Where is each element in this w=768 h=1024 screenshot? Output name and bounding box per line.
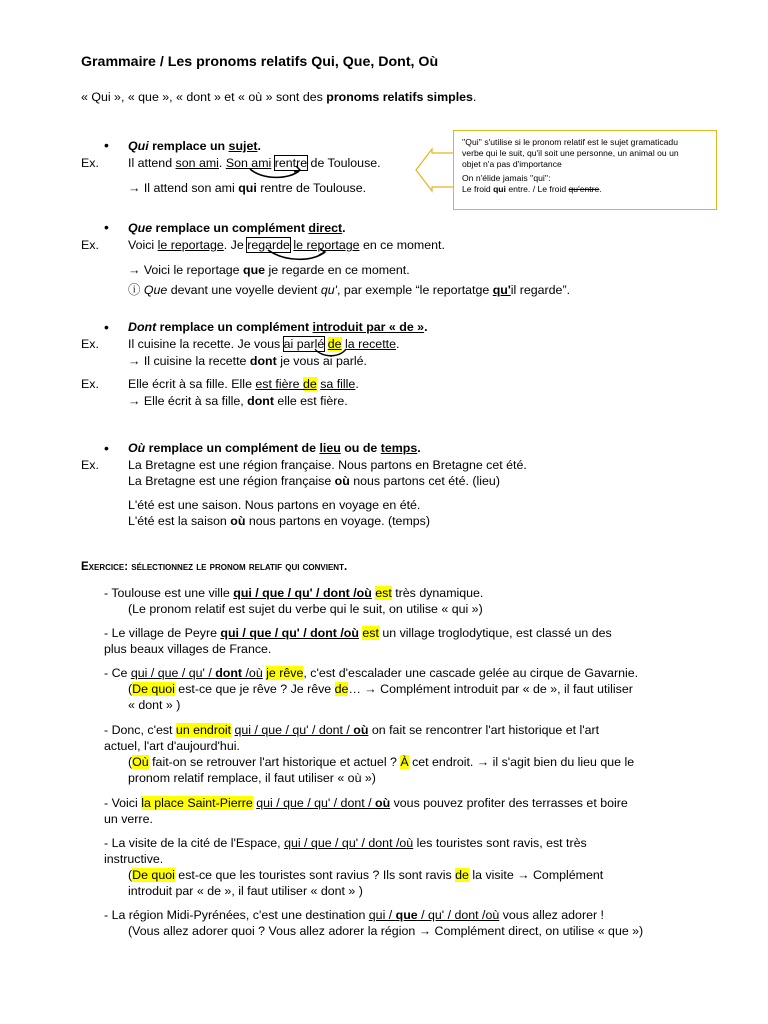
exercise-q4-note-2: pronom relatif remplace, il faut utiliser « où ») — [128, 771, 376, 785]
bullet-icon: • — [104, 440, 109, 456]
qui-example: Il attend son ami. Son ami rentre de Toulouse. — [128, 156, 381, 170]
exercise-q5-cont: un verre. — [104, 812, 153, 826]
dont-result-1: → Il cuisine la recette dont je vous ai parlé. — [128, 354, 367, 368]
que-ex-label: Ex. — [81, 238, 99, 252]
intro-line: « Qui », « que », « dont » et « où » sont des pronoms relatifs simples. — [81, 90, 477, 104]
ou-ex-label: Ex. — [81, 458, 99, 472]
dont-example-1: Il cuisine la recette. Je vous ai parlé de la recette. — [128, 337, 400, 351]
callout-box: ''Qui'' s'utilise si le pronom relatif est le sujet gramaticadu verbe qui le suit, qu'il soit une personne, un animal ou un objet n'a pas d'importance On n'élide jamais ''qui'': Le froid qui entre. / Le froid qu'entre. — [453, 130, 717, 210]
ou-line-4: L'été est la saison où nous partons en voyage. (temps) — [128, 514, 430, 528]
que-example: Voici le reportage. Je regarde le reportage en ce moment. — [128, 238, 445, 252]
que-heading: Que remplace un complément direct. — [128, 221, 346, 235]
bullet-icon: • — [104, 137, 109, 153]
exercise-q3: - Ce qui / que / qu' / dont /où je rêve, c'est d'escalader une cascade gelée au cirque de Gavarnie. — [104, 666, 639, 680]
ou-line-1: La Bretagne est une région française. Nous partons en Bretagne cet été. — [128, 458, 527, 472]
que-result: → Voici le reportage que je regarde en ce moment. — [128, 263, 410, 277]
info-icon: ⓘ — [128, 283, 144, 297]
qui-result: → Il attend son ami qui rentre de Toulouse. — [128, 181, 367, 195]
exercise-q6: - La visite de la cité de l'Espace, qui / que / qu' / dont /où les touristes sont ravis, est très — [104, 836, 587, 850]
page-title: Grammaire / Les pronoms relatifs Qui, Que, Dont, Où — [81, 54, 439, 70]
exercise-q6-note-1: (De quoi est-ce que les touristes sont ravius ? Ils sont ravis de la visite → Complément — [128, 868, 604, 882]
exercise-q1: - Toulouse est une ville qui / que / qu' / dont /où est très dynamique. — [104, 586, 484, 600]
exercise-q3-note-2: « dont » ) — [128, 698, 181, 712]
ou-heading: Où remplace un complément de lieu ou de temps. — [128, 441, 421, 455]
exercise-q4-cont: actuel, l'art d'aujourd'hui. — [104, 739, 240, 753]
exercise-q4-note-1: (Où fait-on se retrouver l'art historique et actuel ? À cet endroit. → il s'agit bien du lieu que le — [128, 755, 635, 769]
dont-example-2: Elle écrit à sa fille. Elle est fière de sa fille. — [128, 377, 359, 391]
qui-heading: Qui remplace un sujet. — [128, 139, 261, 153]
exercise-q6-note-2: introduit par « de », il faut utiliser « dont » ) — [128, 884, 363, 898]
exercise-q7-note: (Vous allez adorer quoi ? Vous allez adorer la région → Complément direct, on utilise « que ») — [128, 924, 644, 938]
ou-line-2: La Bretagne est une région française où nous partons cet été. (lieu) — [128, 474, 500, 488]
dont-heading: Dont remplace un complément introduit par « de ». — [128, 320, 428, 334]
dont-ex-label: Ex. — [81, 337, 99, 351]
bullet-icon: • — [104, 219, 109, 235]
exercise-q3-note-1: (De quoi est-ce que je rêve ? Je rêve de… → Complément introduit par « de », il faut utiliser — [128, 682, 633, 696]
qui-ex-label: Ex. — [81, 156, 99, 170]
exercise-q6-cont: instructive. — [104, 852, 164, 866]
exercise-heading: Exercice: sélectionnez le pronom relatif qui convient. — [81, 561, 348, 573]
exercise-q2-cont: plus beaux villages de France. — [104, 642, 272, 656]
dont-ex2-label: Ex. — [81, 377, 99, 391]
dont-result-2: → Elle écrit à sa fille, dont elle est fière. — [128, 394, 348, 408]
exercise-q2: - Le village de Peyre qui / que / qu' / dont /où est un village troglodytique, est classé un des — [104, 626, 612, 640]
ou-line-3: L'été est une saison. Nous partons en voyage en été. — [128, 498, 421, 512]
exercise-q7: - La région Midi-Pyrénées, c'est une destination qui / que / qu' / dont /où vous allez adorer ! — [104, 908, 604, 922]
exercise-q5: - Voici la place Saint-Pierre qui / que / qu' / dont / où vous pouvez profiter des terrasses et boire — [104, 796, 628, 810]
exercise-q4: - Donc, c'est un endroit qui / que / qu' / dont / où on fait se rencontrer l'art historique et l'art — [104, 723, 600, 737]
qui-curve-arrow — [250, 169, 300, 177]
exercise-q1-note: (Le pronom relatif est sujet du verbe qui le suit, on utilise « qui ») — [128, 602, 483, 616]
bullet-icon: • — [104, 319, 109, 335]
que-note: ⓘ Que devant une voyelle devient qu', par exemple “le reportatge qu'il regarde”. — [128, 283, 571, 297]
